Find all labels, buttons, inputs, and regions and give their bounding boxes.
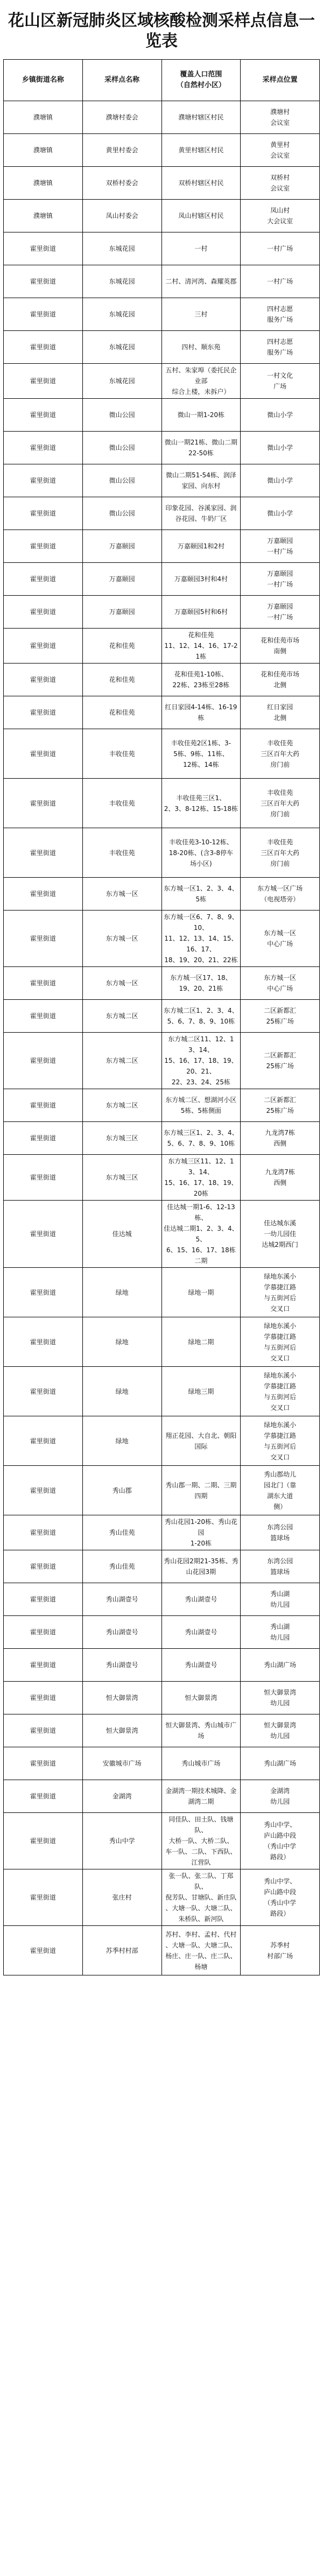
cell-location: 丰收佳苑 三区百年大药 房门前 xyxy=(241,779,320,828)
table-row xyxy=(4,1000,320,1033)
cell-site-name: 秀山郡 xyxy=(82,1466,162,1515)
cell-town: 霍里街道 xyxy=(4,1089,83,1122)
cell-site-name: 绿地 xyxy=(82,1268,162,1317)
cell-coverage: 凤山村辖区村民 xyxy=(162,200,241,232)
cell-site-name: 秀山湖壹号 xyxy=(82,1616,162,1649)
cell-coverage: 绿地三期 xyxy=(162,1367,241,1416)
cell-location: 秀山湖广场 xyxy=(241,1747,320,1780)
cell-town: 霍里街道 xyxy=(4,1869,83,1926)
cell-coverage: 双桥村辖区村民 xyxy=(162,167,241,200)
cell-location: 绿地东溪小 学慕捷江路 与五街河后 交叉口 xyxy=(241,1268,320,1317)
cell-coverage: 东方城一区1、2、3、4、 5栋 xyxy=(162,878,241,911)
table-row xyxy=(4,101,320,134)
cell-location: 绿地东溪小 学慕捷江路 与五街河后 交叉口 xyxy=(241,1367,320,1416)
cell-site-name: 微山公园 xyxy=(82,432,162,464)
cell-location: 二区新都汇 25栋广场 xyxy=(241,1033,320,1089)
cell-location: 微山小学 xyxy=(241,464,320,497)
table-row xyxy=(4,1926,320,1975)
cell-location: 秀山中学、 庐山路中段 （秀山中学 路段） xyxy=(241,1813,320,1869)
cell-location: 凤山村 大会议室 xyxy=(241,200,320,232)
cell-site-name: 东城花园 xyxy=(82,265,162,298)
table-row xyxy=(4,1747,320,1780)
table-row xyxy=(4,664,320,696)
cell-town: 霍里街道 xyxy=(4,1515,83,1550)
cell-site-name: 东城花园 xyxy=(82,232,162,265)
cell-site-name: 金湖湾 xyxy=(82,1780,162,1813)
cell-site-name: 东方城一区 xyxy=(82,911,162,967)
table-row xyxy=(4,497,320,530)
cell-location: 佳达城东溪 一幼儿园佳 达城2期西门 xyxy=(241,1201,320,1268)
table-row xyxy=(4,629,320,664)
cell-coverage: 秀山湖壹号 xyxy=(162,1583,241,1616)
table-row xyxy=(4,563,320,596)
cell-town: 霍里街道 xyxy=(4,696,83,729)
cell-location: 丰收佳苑 三区百年大药 房门前 xyxy=(241,729,320,779)
table-row xyxy=(4,1616,320,1649)
cell-site-name: 丰收佳苑 xyxy=(82,779,162,828)
cell-town: 霍里街道 xyxy=(4,563,83,596)
cell-coverage: 四村、顺东苑 xyxy=(162,331,241,364)
cell-town: 霍里街道 xyxy=(4,1649,83,1682)
table-row xyxy=(4,911,320,967)
cell-town: 霍里街道 xyxy=(4,967,83,1000)
cell-town: 霍里街道 xyxy=(4,1616,83,1649)
cell-town: 霍里街道 xyxy=(4,1747,83,1780)
cell-coverage: 东方城二区、想湖河小区 5栋、5栋侧面 xyxy=(162,1089,241,1122)
cell-town: 霍里街道 xyxy=(4,298,83,331)
cell-town: 霍里街道 xyxy=(4,1000,83,1033)
cell-site-name: 秀山中学 xyxy=(82,1813,162,1869)
cell-location: 花和佳苑市场 南侧 xyxy=(241,629,320,664)
cell-location: 绿地东溪小 学慕捷江路 与五街河后 交叉口 xyxy=(241,1317,320,1367)
cell-coverage: 万嘉颐园5村和6村 xyxy=(162,596,241,629)
table-row xyxy=(4,729,320,779)
cell-coverage: 秀山花园2期21-35栋、秀 山花园3期 xyxy=(162,1550,241,1583)
cell-site-name: 秀山佳苑 xyxy=(82,1550,162,1583)
cell-location: 秀山湖广场 xyxy=(241,1649,320,1682)
table-row xyxy=(4,1515,320,1550)
cell-location: 花和佳苑市场 北侧 xyxy=(241,664,320,696)
cell-town: 霍里街道 xyxy=(4,664,83,696)
cell-coverage: 佳达城一期1-6、12-13栋、 佳达城二期1、2、3、4、5、 6、15、16、17、18栋二期 xyxy=(162,1201,241,1268)
cell-site-name: 濮塘村委会 xyxy=(82,101,162,134)
cell-site-name: 东方城二区 xyxy=(82,1000,162,1033)
cell-town: 霍里街道 xyxy=(4,596,83,629)
cell-location: 东湾公园 篮球场 xyxy=(241,1515,320,1550)
table-row xyxy=(4,1813,320,1869)
table-row xyxy=(4,1780,320,1813)
cell-town: 濮塘镇 xyxy=(4,167,83,200)
table-row xyxy=(4,779,320,828)
table-row xyxy=(4,1317,320,1367)
cell-town: 霍里街道 xyxy=(4,1682,83,1714)
cell-town: 霍里街道 xyxy=(4,1155,83,1201)
cell-town: 霍里街道 xyxy=(4,779,83,828)
cell-location: 恒大御景湾 幼儿园 xyxy=(241,1682,320,1714)
cell-location: 微山小学 xyxy=(241,432,320,464)
table-row xyxy=(4,167,320,200)
cell-town: 濮塘镇 xyxy=(4,134,83,167)
cell-site-name: 万嘉颐园 xyxy=(82,596,162,629)
table-row xyxy=(4,464,320,497)
table-row xyxy=(4,134,320,167)
cell-site-name: 苏季村村部 xyxy=(82,1926,162,1975)
cell-coverage: 东方城一区6、7、8、9、10、 11、12、13、14、15、16、17、 18、19、20、21、22栋 xyxy=(162,911,241,967)
cell-site-name: 绿地 xyxy=(82,1317,162,1367)
table-row xyxy=(4,364,320,399)
cell-coverage: 二村、清河湾、森耀英郡 xyxy=(162,265,241,298)
table-row xyxy=(4,530,320,563)
cell-coverage: 恒大御景湾 xyxy=(162,1682,241,1714)
cell-site-name: 东方城三区 xyxy=(82,1122,162,1155)
page-title: 花山区新冠肺炎区域核酸检测采样点信息一览表 xyxy=(8,11,315,51)
table-row xyxy=(4,596,320,629)
cell-location: 双桥村 会议室 xyxy=(241,167,320,200)
table-row xyxy=(4,696,320,729)
header-site-name: 采样点名称 xyxy=(82,60,162,101)
cell-coverage: 秀山湖壹号 xyxy=(162,1649,241,1682)
cell-site-name: 黄里村委会 xyxy=(82,134,162,167)
cell-location: 一村文化 广场 xyxy=(241,364,320,399)
cell-town: 濮塘镇 xyxy=(4,101,83,134)
cell-town: 霍里街道 xyxy=(4,1466,83,1515)
cell-location: 二区新都汇 25栋广场 xyxy=(241,1089,320,1122)
cell-coverage: 花和佳苑1-10栋、 22栋、23栋至28栋 xyxy=(162,664,241,696)
cell-site-name: 东方城一区 xyxy=(82,878,162,911)
cell-coverage: 苏村、李村、孟村、代村 、大塘一队、大塘二队、 杨庄、庄一队、庄二队、 杨塘 xyxy=(162,1926,241,1975)
cell-town: 霍里街道 xyxy=(4,364,83,399)
cell-site-name: 佳达城 xyxy=(82,1201,162,1268)
cell-site-name: 安徽城市广场 xyxy=(82,1747,162,1780)
cell-site-name: 恒大御景湾 xyxy=(82,1714,162,1747)
cell-coverage: 翔正花园、大自北、朝阳 国际 xyxy=(162,1416,241,1466)
cell-site-name: 微山公园 xyxy=(82,399,162,432)
table-row xyxy=(4,1122,320,1155)
cell-town: 霍里街道 xyxy=(4,530,83,563)
cell-location: 东方城一区 中心广场 xyxy=(241,967,320,1000)
table-row xyxy=(4,1682,320,1714)
cell-town: 霍里街道 xyxy=(4,629,83,664)
cell-coverage: 濮塘村辖区村民 xyxy=(162,101,241,134)
cell-town: 霍里街道 xyxy=(4,265,83,298)
cell-location: 恒大御景湾 幼儿园 xyxy=(241,1714,320,1747)
cell-site-name: 秀山佳苑 xyxy=(82,1515,162,1550)
cell-location: 微山小学 xyxy=(241,399,320,432)
cell-location: 丰收佳苑 三区百年大药 房门前 xyxy=(241,828,320,878)
table-row xyxy=(4,399,320,432)
cell-location: 万嘉颐园 一村广场 xyxy=(241,563,320,596)
cell-site-name: 张庄村 xyxy=(82,1869,162,1926)
cell-site-name: 绿地 xyxy=(82,1416,162,1466)
header-coverage: 覆盖人口范围 （自然村小区） xyxy=(162,60,241,101)
cell-town: 霍里街道 xyxy=(4,331,83,364)
header-town: 乡镇街道名称 xyxy=(4,60,83,101)
cell-site-name: 花和佳苑 xyxy=(82,629,162,664)
cell-site-name: 花和佳苑 xyxy=(82,696,162,729)
cell-location: 万嘉颐园 一村广场 xyxy=(241,596,320,629)
cell-town: 霍里街道 xyxy=(4,878,83,911)
cell-coverage: 微山一期1-20栋 xyxy=(162,399,241,432)
table-row xyxy=(4,200,320,232)
cell-location: 东湾公园 篮球场 xyxy=(241,1550,320,1583)
cell-coverage: 东方城三区11、12、13、14、 15、16、17、18、19、20栋 xyxy=(162,1155,241,1201)
cell-town: 霍里街道 xyxy=(4,497,83,530)
cell-location: 东方城一区广场 （电视塔旁） xyxy=(241,878,320,911)
cell-location: 万嘉颐园 一村广场 xyxy=(241,530,320,563)
cell-coverage: 微山一期21栋、微山二期 22-50栋 xyxy=(162,432,241,464)
table-row xyxy=(4,1367,320,1416)
cell-site-name: 东方城一区 xyxy=(82,967,162,1000)
cell-site-name: 凤山村委会 xyxy=(82,200,162,232)
cell-site-name: 万嘉颐园 xyxy=(82,563,162,596)
cell-location: 一村广场 xyxy=(241,265,320,298)
table-row xyxy=(4,1869,320,1926)
table-row xyxy=(4,265,320,298)
cell-site-name: 东方城二区 xyxy=(82,1033,162,1089)
cell-coverage: 万嘉颐园3村和4村 xyxy=(162,563,241,596)
cell-site-name: 东城花园 xyxy=(82,364,162,399)
table-row xyxy=(4,967,320,1000)
cell-coverage: 东方城一区17、18、 19、20、21栋 xyxy=(162,967,241,1000)
cell-site-name: 绿地 xyxy=(82,1367,162,1416)
cell-location: 九龙湾7栋 西侧 xyxy=(241,1122,320,1155)
table-row xyxy=(4,1201,320,1268)
table-row xyxy=(4,1550,320,1583)
cell-town: 霍里街道 xyxy=(4,399,83,432)
cell-site-name: 东城花园 xyxy=(82,298,162,331)
cell-site-name: 恒大御景湾 xyxy=(82,1682,162,1714)
cell-location: 九龙湾7栋 西侧 xyxy=(241,1155,320,1201)
cell-location: 四村志愿 服务广场 xyxy=(241,298,320,331)
cell-coverage: 秀山湖壹号 xyxy=(162,1616,241,1649)
cell-coverage: 恒大御景湾、秀山城市广 场 xyxy=(162,1714,241,1747)
cell-town: 霍里街道 xyxy=(4,1367,83,1416)
cell-town: 濮塘镇 xyxy=(4,200,83,232)
cell-site-name: 秀山湖壹号 xyxy=(82,1649,162,1682)
cell-site-name: 丰收佳苑 xyxy=(82,828,162,878)
cell-town: 霍里街道 xyxy=(4,1926,83,1975)
cell-location: 秀山郡幼儿 园北门（靠 湖东大道 侧） xyxy=(241,1466,320,1515)
cell-town: 霍里街道 xyxy=(4,432,83,464)
cell-location: 黄里村 会议室 xyxy=(241,134,320,167)
cell-town: 霍里街道 xyxy=(4,1416,83,1466)
cell-site-name: 东方城二区 xyxy=(82,1089,162,1122)
cell-town: 霍里街道 xyxy=(4,464,83,497)
cell-site-name: 花和佳苑 xyxy=(82,664,162,696)
header-location: 采样点位置 xyxy=(241,60,320,101)
cell-coverage: 花和佳苑 11、12、14、16、17-21栋 xyxy=(162,629,241,664)
table-row xyxy=(4,1416,320,1466)
table-row xyxy=(4,1583,320,1616)
table-row xyxy=(4,331,320,364)
cell-coverage: 金湖湾一期技术城降、金 湖湾二期 xyxy=(162,1780,241,1813)
cell-coverage: 东方城二区11、12、13、14、 15、16、17、18、19、20、21、 22、23、24、25栋 xyxy=(162,1033,241,1089)
cell-coverage: 绿地一期 xyxy=(162,1268,241,1317)
cell-coverage: 秀山花园1-20栋、秀山花园 1-20栋 xyxy=(162,1515,241,1550)
table-row xyxy=(4,232,320,265)
cell-location: 一村广场 xyxy=(241,232,320,265)
cell-town: 霍里街道 xyxy=(4,1201,83,1268)
cell-town: 霍里街道 xyxy=(4,1550,83,1583)
table-body xyxy=(4,101,320,1975)
table-row xyxy=(4,1155,320,1201)
cell-coverage: 丰收佳苑2区1栋、3- 5栋、9栋、11栋、 12栋、14栋 xyxy=(162,729,241,779)
cell-coverage: 万嘉颐园1和2村 xyxy=(162,530,241,563)
cell-location: 秀山中学、 庐山路中段 （秀山中学 路段） xyxy=(241,1869,320,1926)
cell-location: 苏季村 村部广场 xyxy=(241,1926,320,1975)
cell-site-name: 东方城三区 xyxy=(82,1155,162,1201)
cell-coverage: 秀山城市广场 xyxy=(162,1747,241,1780)
cell-site-name: 万嘉颐园 xyxy=(82,530,162,563)
cell-coverage: 三村 xyxy=(162,298,241,331)
cell-location: 濮塘村 会议室 xyxy=(241,101,320,134)
cell-site-name: 秀山湖壹号 xyxy=(82,1583,162,1616)
cell-town: 霍里街道 xyxy=(4,729,83,779)
cell-town: 霍里街道 xyxy=(4,1813,83,1869)
cell-location: 绿地东溪小 学慕捷江路 与五街河后 交叉口 xyxy=(241,1416,320,1466)
table-row xyxy=(4,1033,320,1089)
cell-site-name: 微山公园 xyxy=(82,464,162,497)
cell-town: 霍里街道 xyxy=(4,911,83,967)
table-row xyxy=(4,828,320,878)
table-row xyxy=(4,1466,320,1515)
table-header-row xyxy=(4,60,320,101)
cell-location: 东方城一区 中心广场 xyxy=(241,911,320,967)
cell-coverage: 同佳队、田土队、钱塘队、 大桥一队、大桥二队、 车一队、二队、下西队、 江营队 xyxy=(162,1813,241,1869)
cell-site-name: 双桥村委会 xyxy=(82,167,162,200)
cell-coverage: 东方城二区1、2、3、4、 5、6、7、8、9、10栋 xyxy=(162,1000,241,1033)
cell-town: 霍里街道 xyxy=(4,232,83,265)
cell-coverage: 丰收佳苑3-10-12栋、 18-20栋、(含3-8停车 场小区) xyxy=(162,828,241,878)
sampling-sites-table xyxy=(3,59,320,1975)
cell-coverage: 张一队、张二队、丁郑队、 倪芳队、甘塘队、新庄队 、大塘一队、大塘二队、 朱桥队、新河队 xyxy=(162,1869,241,1926)
cell-coverage: 红日家园4-14栋、16-19栋 xyxy=(162,696,241,729)
cell-coverage: 东方城三区1、2、3、4、 5、6、7、8、9、10栋 xyxy=(162,1122,241,1155)
cell-coverage: 丰收佳苑三区1、 2、3、8-12栋、15-18栋 xyxy=(162,779,241,828)
cell-site-name: 微山公园 xyxy=(82,497,162,530)
cell-town: 霍里街道 xyxy=(4,1714,83,1747)
cell-site-name: 丰收佳苑 xyxy=(82,729,162,779)
cell-town: 霍里街道 xyxy=(4,1780,83,1813)
table-row xyxy=(4,1089,320,1122)
cell-location: 秀山湖 幼儿园 xyxy=(241,1616,320,1649)
cell-site-name: 东城花园 xyxy=(82,331,162,364)
table-row xyxy=(4,878,320,911)
cell-coverage: 五村、朱家埠（委托民企业部 综合上楼，未拆户） xyxy=(162,364,241,399)
cell-location: 秀山湖 幼儿园 xyxy=(241,1583,320,1616)
cell-coverage: 秀山郡一期、二期、三期 四期 xyxy=(162,1466,241,1515)
cell-town: 霍里街道 xyxy=(4,1583,83,1616)
cell-town: 霍里街道 xyxy=(4,828,83,878)
cell-location: 红日家园 北侧 xyxy=(241,696,320,729)
cell-coverage: 一村 xyxy=(162,232,241,265)
cell-town: 霍里街道 xyxy=(4,1033,83,1089)
cell-town: 霍里街道 xyxy=(4,1317,83,1367)
cell-coverage: 绿地二期 xyxy=(162,1317,241,1367)
table-row xyxy=(4,1268,320,1317)
cell-location: 金湖湾 幼儿园 xyxy=(241,1780,320,1813)
table-row xyxy=(4,432,320,464)
cell-location: 四村志愿 服务广场 xyxy=(241,331,320,364)
cell-coverage: 黄里村辖区村民 xyxy=(162,134,241,167)
cell-town: 霍里街道 xyxy=(4,1268,83,1317)
cell-location: 二区新都汇 25栋广场 xyxy=(241,1000,320,1033)
table-row xyxy=(4,1649,320,1682)
table-row xyxy=(4,298,320,331)
cell-coverage: 微山二期51-54栋、润泽 家园、向东村 xyxy=(162,464,241,497)
cell-coverage: 印象花园、谷溪家园、润 谷花园、牛奶厂区 xyxy=(162,497,241,530)
cell-location: 微山小学 xyxy=(241,497,320,530)
table-row xyxy=(4,1714,320,1747)
cell-town: 霍里街道 xyxy=(4,1122,83,1155)
